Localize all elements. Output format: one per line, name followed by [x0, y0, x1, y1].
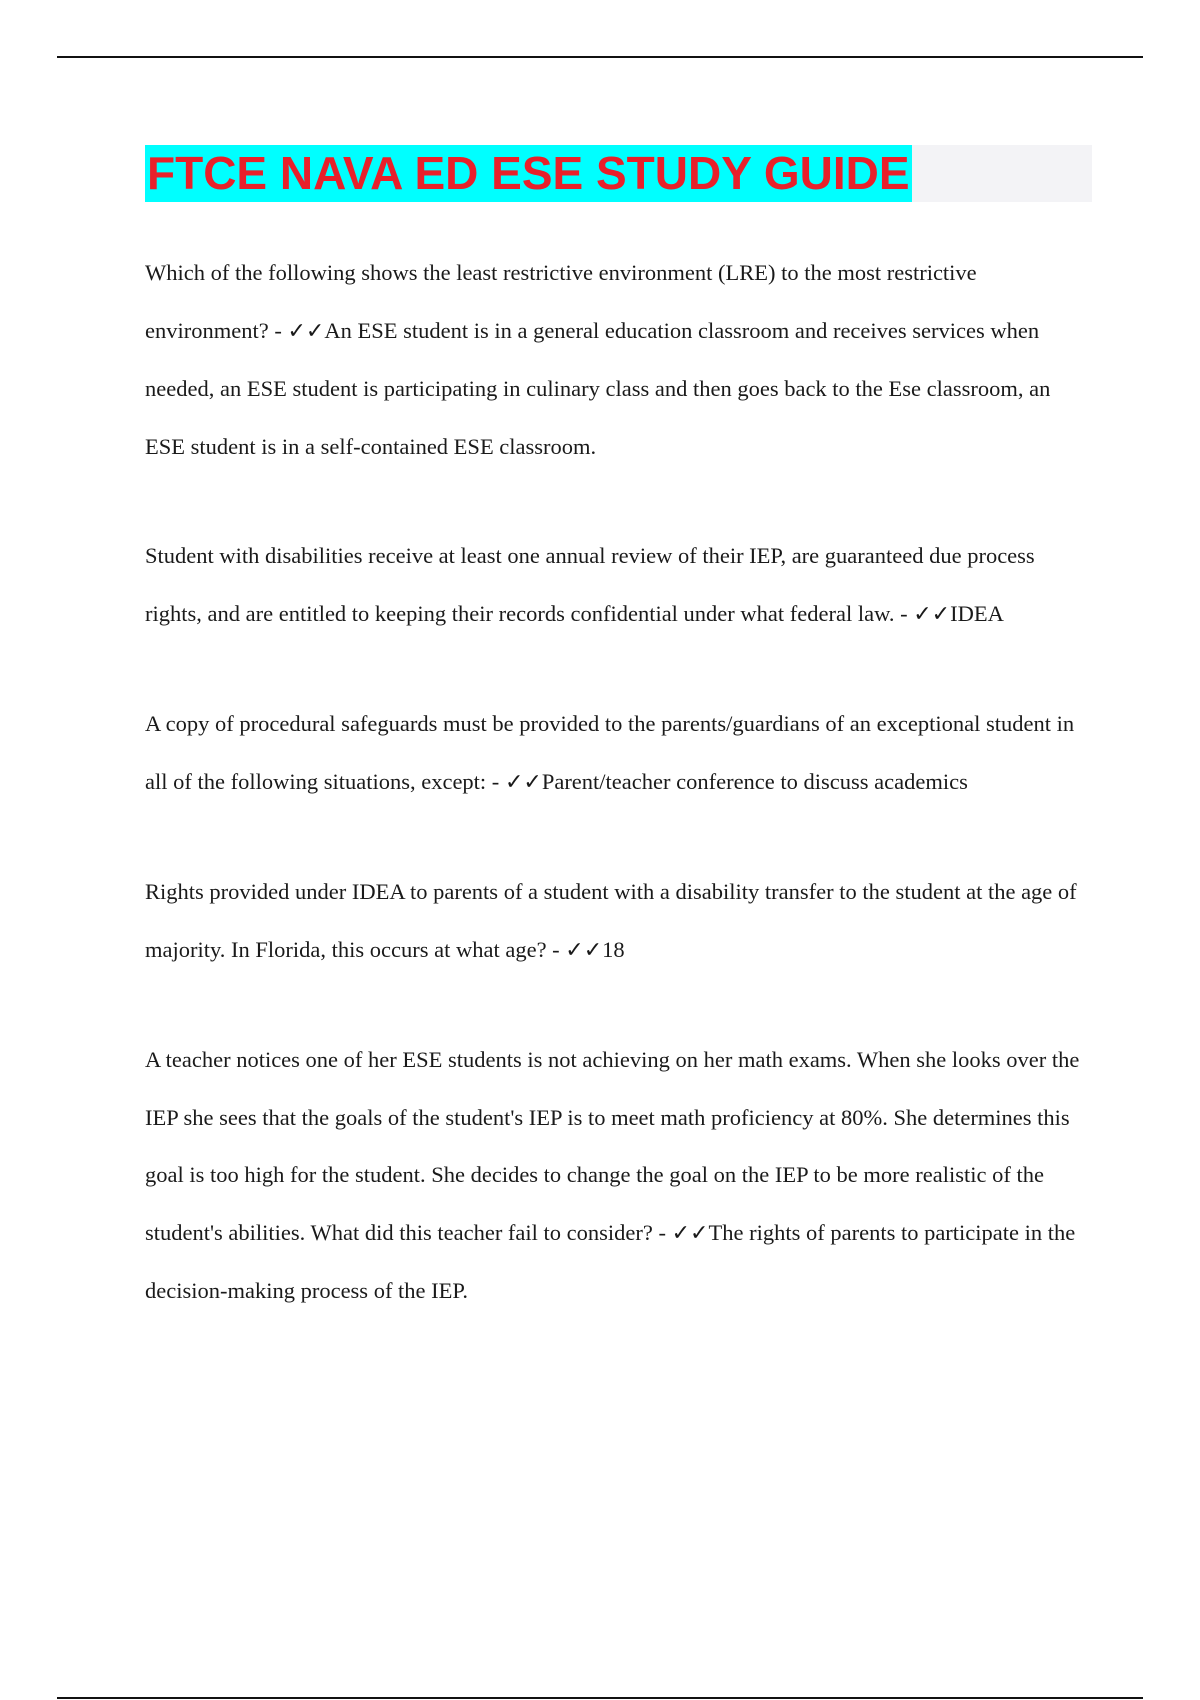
check-mark-icon: ✓✓	[671, 1220, 709, 1246]
qa-item	[145, 1031, 1090, 1320]
question-text: Which of the following shows the least restrictive environment (LRE) to the most restrictive environment? -	[145, 260, 977, 343]
check-mark-icon: ✓✓	[287, 318, 325, 344]
qa-item	[145, 695, 1090, 811]
qa-item	[145, 527, 1090, 643]
question-text: A copy of procedural safeguards must be provided to the parents/guardians of an exceptional student in all of the following situations, except: -	[145, 711, 1075, 794]
answer-text: Parent/teacher conference to discuss academics	[541, 768, 968, 794]
check-mark-icon: ✓✓	[913, 601, 951, 627]
qa-item	[145, 244, 1090, 475]
qa-item	[145, 863, 1090, 979]
qa-list	[145, 244, 1090, 1372]
answer-text: An ESE student is in a general education classroom and receives services when needed, an ESE student is participating in culinary class and then goes back to the Ese classroom, an ESE student is in a self-contained ESE classroom.	[145, 317, 1051, 459]
question-text: Rights provided under IDEA to parents of a student with a disability transfer to the student at the age of majority. In Florida, this occurs at what age? -	[145, 879, 1077, 962]
check-mark-icon: ✓✓	[565, 937, 603, 963]
top-rule	[57, 56, 1143, 58]
answer-text: The rights of parents to participate in the decision-making process of the IEP.	[145, 1219, 1076, 1303]
question-text: Student with disabilities receive at least one annual review of their IEP, are guaranteed due process rights, and are entitled to keeping their records confidential under what federal law. -	[145, 543, 1035, 626]
bottom-rule	[57, 1697, 1143, 1699]
answer-text: IDEA	[950, 600, 1004, 626]
question-text: A teacher notices one of her ESE students is not achieving on her math exams. When she looks over the IEP she sees that the goals of the student's IEP is to meet math proficiency at 80%. She determines this goal is too high for the student. She decides to change the goal on the IEP to be more realistic of the student's abilities. What did this teacher fail to consider? -	[145, 1047, 1080, 1245]
page-title: FTCE NAVA ED ESE STUDY GUIDE	[145, 145, 912, 202]
answer-text: 18	[602, 936, 625, 962]
check-mark-icon: ✓✓	[504, 769, 542, 795]
